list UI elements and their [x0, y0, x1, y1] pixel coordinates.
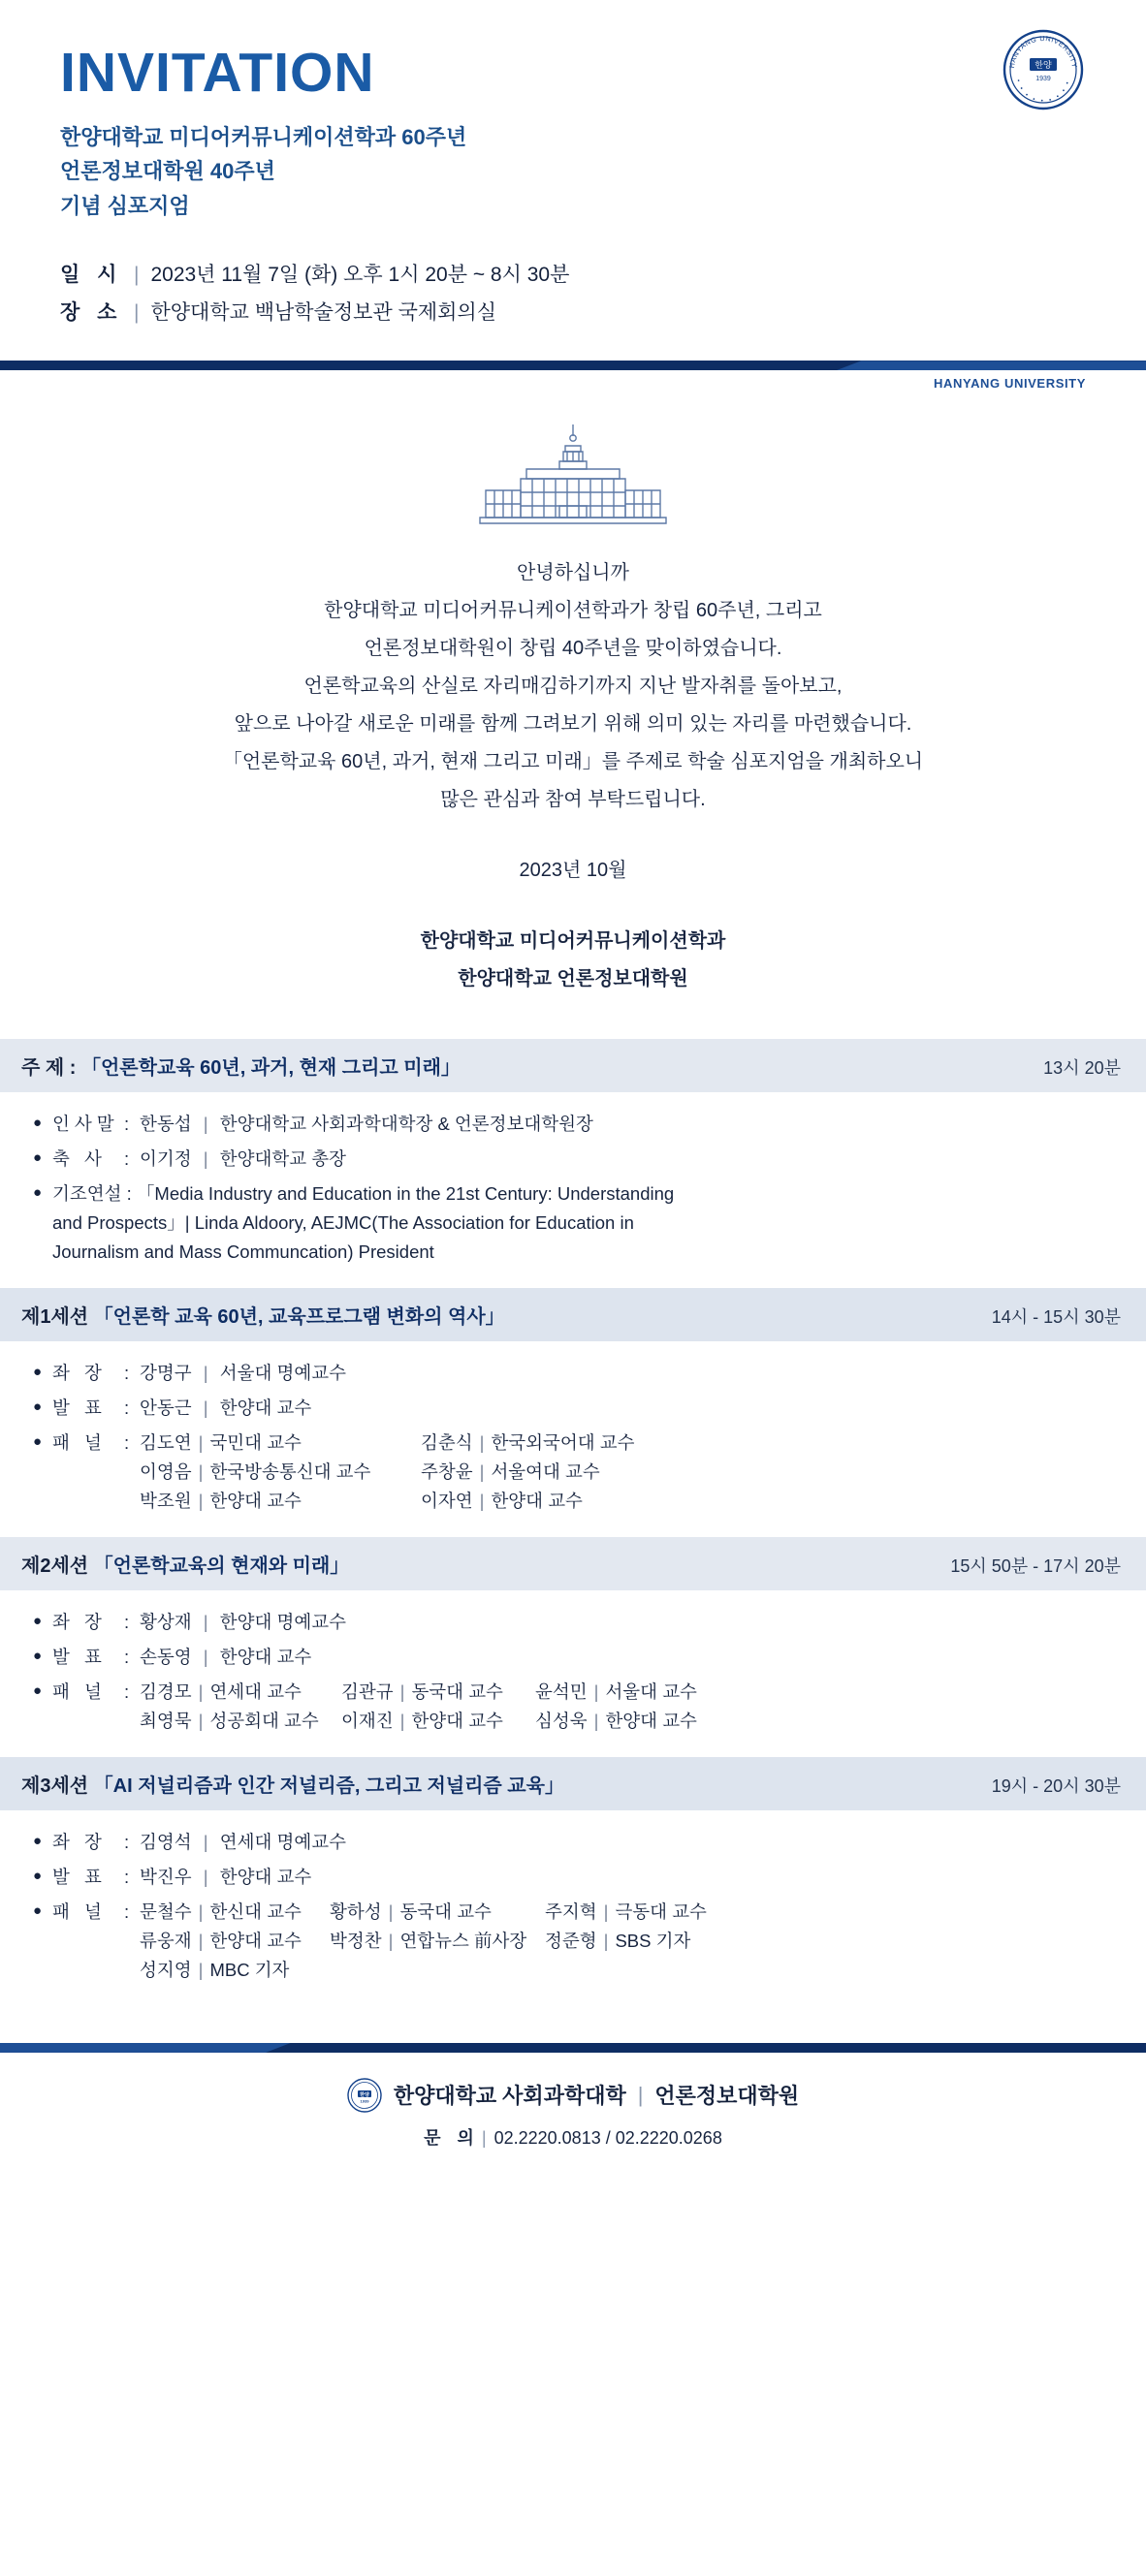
- role-label: 패 널: [52, 1432, 107, 1454]
- person-name: 정준형: [545, 1930, 597, 1951]
- person-name: 박조원: [140, 1491, 192, 1512]
- separator: |: [203, 1114, 208, 1135]
- person-name: 이자연: [421, 1491, 473, 1512]
- person-name: 주창윤: [421, 1461, 473, 1483]
- session-header-3: [0, 1757, 1146, 1810]
- role-colon: :: [124, 1432, 130, 1454]
- person-affiliation: 연합뉴스 前사장: [399, 1930, 527, 1951]
- footer-contact-divider: |: [481, 2127, 487, 2148]
- role-colon: :: [124, 1647, 130, 1668]
- person-name: 류웅재: [140, 1930, 192, 1951]
- bullet-icon: [33, 1145, 52, 1174]
- bullet-icon: [33, 1898, 52, 1985]
- role-label: 좌 장: [52, 1363, 107, 1384]
- role-label: 발 표: [52, 1647, 107, 1668]
- role-colon: :: [124, 1114, 130, 1135]
- person-affiliation: 동국대 교수: [399, 1901, 492, 1922]
- separator: |: [399, 1681, 405, 1703]
- bullet-icon: [33, 1429, 52, 1516]
- list-item: [33, 1828, 1121, 1857]
- panel-member: [545, 1898, 707, 1927]
- event-datetime-label: 일 시: [60, 263, 123, 286]
- footer-contact-label: 문 의: [424, 2127, 480, 2148]
- person-name: 문철수: [140, 1901, 192, 1922]
- person-name: 김영석: [140, 1831, 192, 1852]
- svg-text:1939: 1939: [360, 2098, 369, 2104]
- separator: |: [399, 1711, 405, 1731]
- bullet-icon: [33, 1359, 52, 1388]
- page-title: INVITATION: [60, 42, 375, 104]
- separator: |: [198, 1901, 204, 1922]
- header-subtitle-line-1: 한양대학교 미디어커뮤니케이션학과 60주년: [60, 124, 467, 149]
- building-illustration-wrap: [0, 423, 1146, 539]
- greeting-line-4: 언론학교육의 산실로 자리매김하기까지 지난 발자취를 돌아보고,: [303, 675, 843, 698]
- panel-member: [140, 1956, 289, 1985]
- panel-row: [140, 1956, 1121, 1985]
- person-name: 손동영: [140, 1647, 192, 1668]
- role-label: 발 표: [52, 1866, 107, 1887]
- university-building-icon: [466, 423, 680, 539]
- role-colon: :: [124, 1831, 130, 1852]
- panel-member: [535, 1678, 697, 1707]
- person-affiliation: 한신대 교수: [209, 1901, 302, 1922]
- bullet-icon: [33, 1863, 52, 1892]
- event-location-label: 장 소: [60, 300, 123, 324]
- person-name: 이기정: [140, 1148, 192, 1170]
- person-name: 박진우: [140, 1866, 192, 1887]
- person-affiliation: 국민대 교수: [209, 1432, 302, 1454]
- person-affiliation: 극동대 교수: [615, 1901, 707, 1922]
- person-name: 황상재: [140, 1612, 192, 1633]
- event-info: [60, 257, 1086, 332]
- separator: |: [198, 1930, 204, 1951]
- row-content: [140, 1643, 1121, 1672]
- keynote-label: 기조연설 :: [52, 1183, 132, 1205]
- session-main-topic-body: [0, 1092, 1146, 1288]
- keynote-content: [52, 1179, 1121, 1267]
- person-affiliation: 한양대 교수: [219, 1398, 312, 1419]
- person-affiliation: 한국방송통신대 교수: [209, 1461, 371, 1483]
- svg-text:한양: 한양: [1035, 60, 1052, 71]
- greeting-date: 2023년 10월: [519, 860, 627, 882]
- hanyang-university-emblem-icon-small: [347, 2078, 382, 2113]
- footer-org-left: 한양대학교 사회과학대학: [393, 2084, 626, 2109]
- session-3-left: [21, 1770, 564, 1798]
- panel-member: [330, 1927, 545, 1956]
- session-1-body: [0, 1341, 1146, 1537]
- event-datetime-row: [60, 257, 1086, 295]
- person-name: 성지영: [140, 1959, 192, 1980]
- separator: |: [603, 1901, 609, 1922]
- role-label: 패 널: [52, 1901, 107, 1922]
- session-2-body: [0, 1590, 1146, 1757]
- person-affiliation: 한양대 교수: [219, 1647, 312, 1668]
- panel-member: [140, 1487, 421, 1516]
- panel-row: [140, 1678, 1121, 1707]
- svg-text:1939: 1939: [1035, 76, 1051, 82]
- person-affiliation: 한양대 교수: [209, 1491, 302, 1512]
- separator: |: [198, 1711, 204, 1731]
- separator: |: [203, 1398, 208, 1419]
- footer-contact-value: 02.2220.0813 / 02.2220.0268: [493, 2127, 722, 2148]
- footer-divider-accent: [0, 2043, 291, 2053]
- person-affiliation: 연세대 명예교수: [219, 1831, 346, 1852]
- keynote-line-1: 「Media Industry and Education in the 21st Century: Understanding: [136, 1183, 675, 1205]
- poster-header: [0, 0, 1146, 331]
- person-name: 안동근: [140, 1398, 192, 1419]
- list-item: [33, 1608, 1121, 1637]
- person-name: 박정찬: [330, 1930, 382, 1951]
- person-affiliation: 한양대 명예교수: [219, 1612, 346, 1633]
- separator: |: [203, 1831, 208, 1852]
- person-affiliation: 한양대 교수: [219, 1866, 312, 1887]
- separator: |: [203, 1148, 208, 1170]
- session-1-label: 제1세션: [21, 1306, 89, 1329]
- divider-bar-accent: [836, 361, 1146, 370]
- panel-member: [341, 1678, 535, 1707]
- session-2-label: 제2세션: [21, 1555, 89, 1578]
- row-content: [140, 1863, 1121, 1892]
- session-3-body: [0, 1810, 1146, 2006]
- event-location-divider: |: [134, 300, 140, 324]
- person-name: 김경모: [140, 1681, 192, 1703]
- role-colon: :: [124, 1398, 130, 1419]
- header-subtitle: [60, 120, 1086, 224]
- separator: |: [203, 1363, 208, 1384]
- header-subtitle-line-3: 기념 심포지엄: [60, 194, 190, 219]
- panel-members: [140, 1898, 1121, 1985]
- person-name: 이재진: [341, 1711, 394, 1731]
- role-label: 발 표: [52, 1398, 107, 1419]
- person-affiliation: 한양대 교수: [491, 1491, 583, 1512]
- row-content: [140, 1828, 1121, 1857]
- session-3-title: 「AI 저널리즘과 인간 저널리즘, 그리고 저널리즘 교육」: [93, 1775, 564, 1797]
- role-colon: :: [124, 1866, 130, 1887]
- event-datetime-divider: |: [134, 263, 140, 286]
- session-header-1: [0, 1288, 1146, 1341]
- person-affiliation: 서울여대 교수: [491, 1461, 600, 1483]
- keynote-line-3: Journalism and Mass Communcation) President: [52, 1241, 434, 1263]
- person-name: 이영음: [140, 1461, 192, 1483]
- separator: |: [479, 1461, 485, 1483]
- person-affiliation: 연세대 교수: [209, 1681, 302, 1703]
- poster-footer: [0, 2053, 1146, 2179]
- person-name: 한동섭: [140, 1114, 192, 1135]
- hanyang-university-emblem-icon: [1003, 29, 1084, 110]
- panel-row: [140, 1429, 1121, 1458]
- greeting-org-2: 한양대학교 언론정보대학원: [458, 968, 688, 990]
- panel-member: [421, 1458, 600, 1487]
- session-1-title: 「언론학 교육 60년, 교육프로그램 변화의 역사」: [93, 1306, 505, 1329]
- keynote-line-2: and Prospects」| Linda Aldoory, AEJMC(The Association for Education in: [52, 1212, 634, 1234]
- role-label: 축 사: [52, 1148, 107, 1170]
- event-location-value: 한양대학교 백남학술정보관 국제회의실: [150, 300, 496, 324]
- session-main-topic-time: 13시 20분: [1043, 1058, 1121, 1079]
- separator: |: [388, 1930, 394, 1951]
- list-item-panel: [33, 1898, 1121, 1985]
- bullet-icon: [33, 1608, 52, 1637]
- separator: |: [603, 1930, 609, 1951]
- session-2-left: [21, 1550, 349, 1578]
- session-3-label: 제3세션: [21, 1775, 89, 1797]
- bullet-icon: [33, 1394, 52, 1423]
- separator: |: [203, 1612, 208, 1633]
- session-header-main-topic: [0, 1039, 1146, 1092]
- greeting-line-1: 안녕하십니까: [517, 562, 629, 584]
- person-affiliation: 한양대 교수: [209, 1930, 302, 1951]
- separator: |: [198, 1432, 204, 1454]
- session-2-time: 15시 50분 - 17시 20분: [950, 1556, 1121, 1577]
- footer-org-right: 언론정보대학원: [654, 2084, 800, 2109]
- session-1-time: 14시 - 15시 30분: [991, 1307, 1121, 1328]
- separator: |: [198, 1461, 204, 1483]
- row-content: [140, 1608, 1121, 1637]
- row-content: [140, 1359, 1121, 1388]
- person-affiliation: 한국외국어대 교수: [491, 1432, 635, 1454]
- footer-org-separator: |: [637, 2082, 644, 2107]
- event-datetime-value: 2023년 11월 7일 (화) 오후 1시 20분 ~ 8시 30분: [150, 263, 570, 286]
- panel-members: [140, 1429, 1121, 1516]
- panel-member: [535, 1707, 697, 1736]
- session-main-topic-label: 주 제 :: [21, 1057, 77, 1080]
- panel-member: [140, 1927, 330, 1956]
- program-sessions: [0, 1039, 1146, 2005]
- header-subtitle-line-2: 언론정보대학원 40주년: [60, 159, 275, 184]
- session-header-2: [0, 1537, 1146, 1590]
- separator: |: [203, 1647, 208, 1668]
- panel-row: [140, 1707, 1121, 1736]
- panel-row: [140, 1487, 1121, 1516]
- list-item-panel: [33, 1678, 1121, 1736]
- person-affiliation: 성공회대 교수: [209, 1711, 319, 1731]
- session-main-topic-left: [21, 1052, 461, 1080]
- session-2-title: 「언론학교육의 현재와 미래」: [93, 1555, 350, 1578]
- panel-row: [140, 1898, 1121, 1927]
- row-content: [140, 1394, 1121, 1423]
- separator: |: [479, 1491, 485, 1512]
- separator: |: [593, 1681, 599, 1703]
- list-item: [33, 1863, 1121, 1892]
- person-affiliation: 한양대학교 사회과학대학장 & 언론정보대학원장: [219, 1114, 593, 1135]
- row-content: [140, 1145, 1121, 1174]
- panel-members: [140, 1678, 1121, 1736]
- list-item: [33, 1394, 1121, 1423]
- role-colon: :: [124, 1681, 130, 1703]
- person-affiliation: 한양대 교수: [605, 1711, 697, 1731]
- list-item-panel: [33, 1429, 1121, 1516]
- panel-row: [140, 1458, 1121, 1487]
- greeting-org-1: 한양대학교 미디어커뮤니케이션학과: [420, 930, 726, 953]
- list-item: [33, 1359, 1121, 1388]
- session-3-time: 19시 - 20시 30분: [991, 1775, 1121, 1796]
- svg-text:• • • • • • • • •: • • • • • • • • •: [1014, 79, 1072, 105]
- footer-contact: [0, 2124, 1146, 2150]
- bullet-icon: [33, 1678, 52, 1736]
- header-divider: [0, 361, 1146, 415]
- hanyang-university-wordmark: HANYANG UNIVERSITY: [934, 376, 1086, 392]
- greeting-line-6: 「언론학교육 60년, 과거, 현재 그리고 미래」를 주제로 학술 심포지엄을 개최하오니: [222, 751, 924, 773]
- panel-member: [421, 1429, 635, 1458]
- person-affiliation: 한양대학교 총장: [219, 1148, 346, 1170]
- list-item-keynote: [33, 1179, 1121, 1267]
- person-name: 윤석민: [535, 1681, 588, 1703]
- person-name: 김관규: [341, 1681, 394, 1703]
- event-location-row: [60, 295, 1086, 332]
- greeting-line-3: 언론정보대학원이 창립 40주년을 맞이하였습니다.: [364, 638, 782, 660]
- person-name: 심성욱: [535, 1711, 588, 1731]
- session-main-topic-title: 「언론학교육 60년, 과거, 현재 그리고 미래」: [80, 1057, 461, 1080]
- person-affiliation: 동국대 교수: [411, 1681, 503, 1703]
- bullet-icon: [33, 1643, 52, 1672]
- panel-member: [330, 1898, 545, 1927]
- panel-member: [421, 1487, 583, 1516]
- person-name: 황하성: [330, 1901, 382, 1922]
- footer-organization: [0, 2078, 1146, 2113]
- role-label: 좌 장: [52, 1831, 107, 1852]
- bullet-icon: [33, 1828, 52, 1857]
- greeting-message: [0, 554, 1146, 998]
- separator: |: [388, 1901, 394, 1922]
- separator: |: [198, 1491, 204, 1512]
- separator: |: [198, 1959, 204, 1980]
- greeting-line-5: 앞으로 나아갈 새로운 미래를 함께 그려보기 위해 의미 있는 자리를 마련했습니다.: [234, 713, 912, 736]
- separator: |: [479, 1432, 485, 1454]
- role-colon: :: [124, 1363, 130, 1384]
- panel-member: [140, 1678, 341, 1707]
- panel-member: [140, 1898, 330, 1927]
- person-affiliation: 한양대 교수: [411, 1711, 503, 1731]
- role-label: 인사말: [52, 1114, 119, 1135]
- person-name: 최영묵: [140, 1711, 192, 1731]
- list-item: [33, 1145, 1121, 1174]
- panel-member: [140, 1429, 421, 1458]
- person-affiliation: MBC 기자: [209, 1959, 290, 1980]
- session-1-left: [21, 1301, 505, 1329]
- person-name: 김도연: [140, 1432, 192, 1454]
- person-name: 강명구: [140, 1363, 192, 1384]
- row-content: [140, 1110, 1121, 1139]
- person-affiliation: SBS 기자: [615, 1930, 691, 1951]
- person-name: 주지혁: [545, 1901, 597, 1922]
- bullet-icon: [33, 1110, 52, 1139]
- list-item: [33, 1110, 1121, 1139]
- person-affiliation: 서울대 명예교수: [219, 1363, 346, 1384]
- greeting-line-2: 한양대학교 미디어커뮤니케이션학과가 창립 60주년, 그리고: [324, 600, 822, 622]
- svg-text:한양: 한양: [359, 2091, 369, 2098]
- role-label: 좌 장: [52, 1612, 107, 1633]
- panel-member: [545, 1927, 690, 1956]
- panel-member: [341, 1707, 535, 1736]
- person-affiliation: 서울대 교수: [605, 1681, 697, 1703]
- footer-divider: [0, 2043, 1146, 2053]
- panel-member: [140, 1458, 421, 1487]
- svg-text:HANYANG UNIVERSITY: HANYANG UNIVERSITY: [1006, 33, 1080, 69]
- separator: |: [198, 1681, 204, 1703]
- panel-row: [140, 1927, 1121, 1956]
- bullet-icon: [33, 1179, 52, 1267]
- role-colon: :: [124, 1148, 130, 1170]
- person-name: 김춘식: [421, 1432, 473, 1454]
- role-label: 패 널: [52, 1681, 107, 1703]
- separator: |: [593, 1711, 599, 1731]
- panel-member: [140, 1707, 341, 1736]
- role-colon: :: [124, 1612, 130, 1633]
- greeting-line-7: 많은 관심과 참여 부탁드립니다.: [440, 789, 706, 811]
- role-colon: :: [124, 1901, 130, 1922]
- list-item: [33, 1643, 1121, 1672]
- separator: |: [203, 1866, 208, 1887]
